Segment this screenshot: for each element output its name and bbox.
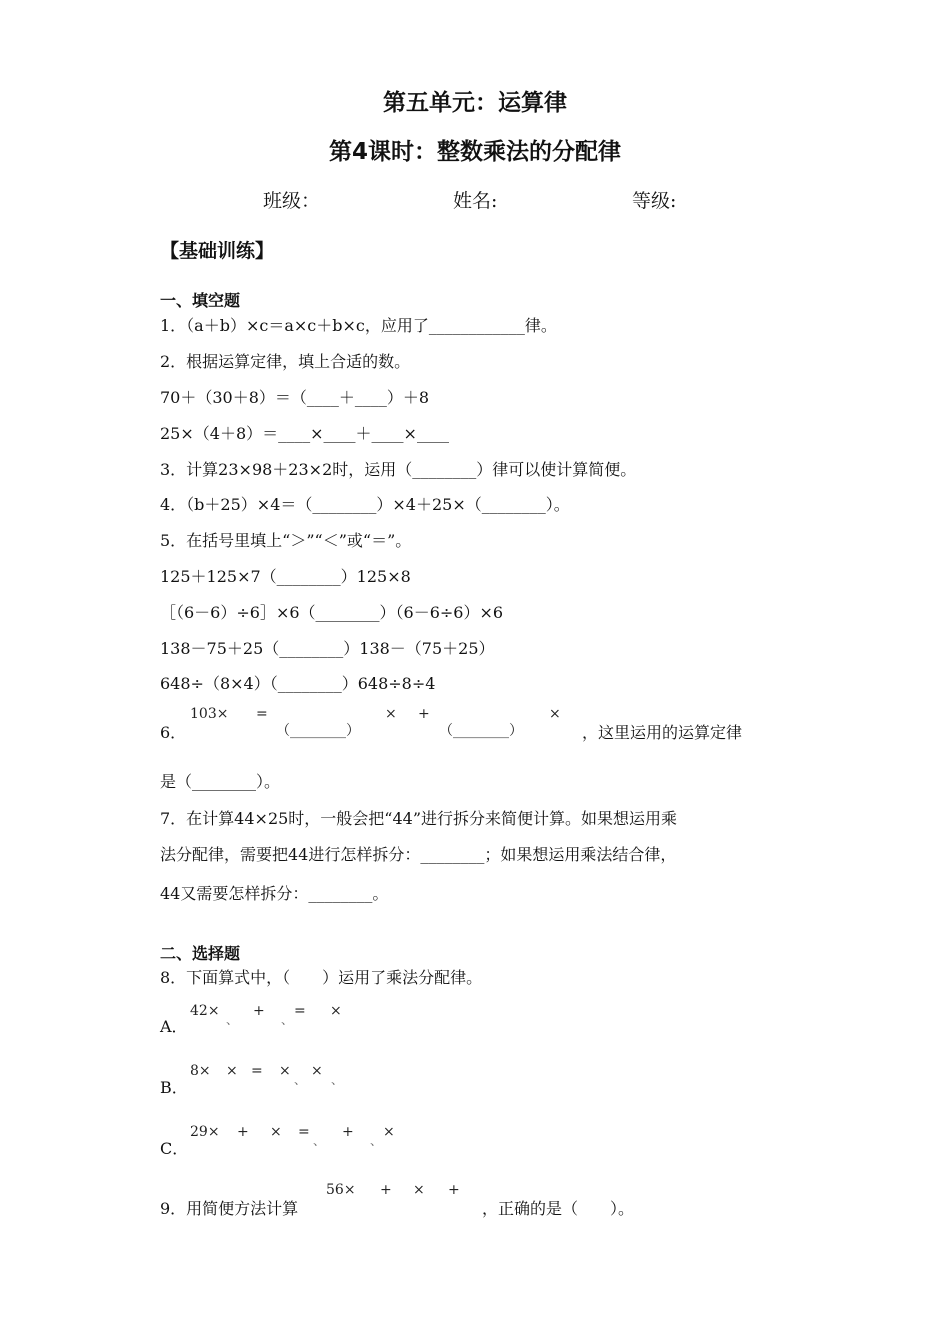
question-5: 5．在括号里填上“＞”“＜”或“＝”。 [160, 531, 412, 550]
question-6-prefix: 6． [160, 723, 187, 742]
option-b-times-3: × [311, 1063, 323, 1079]
question-9-times: × [413, 1182, 425, 1198]
question-7-line-2: 法分配律，需要把44进行怎样拆分：________；如果想运用乘法结合律， [160, 845, 677, 864]
question-1: 1．（a＋b）×c＝a×c＋b×c，应用了____________律。 [160, 316, 557, 335]
question-9-suffix: ，正确的是（ ）。 [482, 1199, 635, 1218]
question-6-expr: 103× [190, 706, 229, 722]
option-a-times: × [330, 1003, 342, 1019]
option-c-times-1: × [270, 1124, 282, 1140]
question-6-blank-2: （________） [439, 723, 523, 739]
question-2-line-b: 25×（4＋8）＝____×____＋____×____ [160, 424, 449, 443]
option-b-mark-1: 、 [294, 1073, 307, 1087]
option-c-equals: = [298, 1124, 310, 1140]
page-subtitle: 第4课时：整数乘法的分配律 [328, 139, 621, 165]
section-basic-training: 【基础训练】 [160, 240, 275, 262]
option-b-times-2: × [279, 1063, 291, 1079]
question-6-line-2: 是（________）。 [160, 772, 281, 791]
question-5-line-c: 138－75＋25（________）138－（75＋25） [160, 639, 495, 658]
question-5-line-d: 648÷（8×4）（________）648÷8÷4 [160, 674, 436, 693]
name-label: 姓名: [453, 190, 498, 212]
page-title: 第五单元：运算律 [383, 90, 567, 116]
option-a-equals: = [294, 1003, 306, 1019]
question-9-expr: 56× [326, 1182, 356, 1198]
option-b-times-1: × [226, 1063, 238, 1079]
question-6-times-2: × [549, 706, 561, 722]
question-9-plus-1: + [380, 1182, 392, 1198]
part1-title: 一、填空题 [160, 291, 241, 310]
question-6-blank-1: （________） [276, 723, 360, 739]
option-c-expr: 29× [190, 1124, 220, 1140]
question-6-suffix: ，这里运用的运算定律 [582, 723, 743, 742]
option-c-mark-2: 、 [370, 1134, 383, 1148]
option-c-times-2: × [383, 1124, 395, 1140]
option-b-label: B． [160, 1078, 188, 1097]
option-c-mark-1: 、 [313, 1134, 326, 1148]
question-2: 2．根据运算定律，填上合适的数。 [160, 352, 411, 371]
question-9-plus-2: + [448, 1182, 460, 1198]
option-a-mark-2: 、 [281, 1013, 294, 1027]
option-a-label: A． [160, 1017, 188, 1036]
option-a-mark-1: 、 [226, 1013, 239, 1027]
question-7-line-1: 7．在计算44×25时，一般会把“44”进行拆分来简便计算。如果想运用乘 [160, 809, 678, 828]
question-6-equals: = [256, 706, 268, 722]
question-4: 4．（b＋25）×4＝（________）×4＋25×（________）。 [160, 495, 570, 514]
question-5-line-b: ［（6－6）÷6］×6（________）（6－6÷6）×6 [160, 603, 504, 622]
question-2-line-a: 70＋（30＋8）＝（____＋____）＋8 [160, 388, 430, 407]
option-b-equals: = [251, 1063, 263, 1079]
option-a-expr: 42× [190, 1003, 220, 1019]
question-7-line-3: 44又需要怎样拆分：________。 [160, 884, 389, 903]
option-c-label: C． [160, 1139, 189, 1158]
question-6-plus: + [418, 706, 430, 722]
question-8: 8．下面算式中，（ ）运用了乘法分配律。 [160, 968, 483, 987]
question-6-times-1: × [385, 706, 397, 722]
grade-label: 等级: [632, 190, 677, 212]
option-a-plus: + [253, 1003, 265, 1019]
part2-title: 二、选择题 [160, 944, 241, 963]
class-label: 班级： [263, 190, 321, 212]
option-c-plus-2: + [342, 1124, 354, 1140]
question-9-prefix: 9．用简便方法计算 [160, 1199, 299, 1218]
option-b-mark-2: 、 [331, 1073, 344, 1087]
question-3: 3．计算23×98＋23×2时，运用（________）律可以使计算简便。 [160, 460, 637, 479]
option-b-expr: 8× [190, 1063, 211, 1079]
question-5-line-a: 125＋125×7（________）125×8 [160, 567, 411, 586]
option-c-plus-1: + [237, 1124, 249, 1140]
